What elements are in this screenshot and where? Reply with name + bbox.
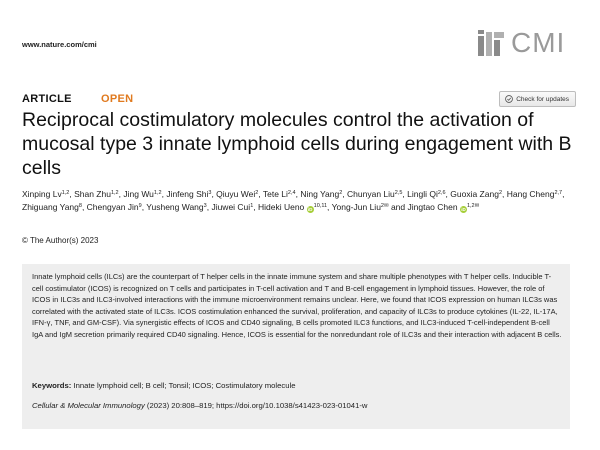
author-list: Xinping Lv$^{1,2}$, Shan Zhu$^{1,2}$, Jing Wu$^{1,2}$, Jinfeng Shi$^3$, Qiuyu Wei$^2$, Tete Li$^{2,4}$, Ning Yang$^2$, Chunyan Liu$^{2,5}$, Lingli Qi$^{2,6}$, Guoxia Zang$^2$, Hang Cheng$^{2,7}$, Zhiguang Yang$^8$, Chengyan Jin$^9$, Yusheng Wang$^3$, Jiuwei Cui$^1$, Hideki Ueno iD$^{10,11}$, Yong-Jun Liu$^{2✉}$ and Jingtao Chen $iD^{1,2✉}$: [22, 189, 565, 212]
author-affiliation: 2,4: [287, 190, 296, 196]
author-name[interactable]: Ning Yang: [300, 189, 340, 199]
author[interactable]: [407, 189, 445, 199]
author[interactable]: [146, 202, 206, 212]
author-affiliation: 1,2: [61, 190, 70, 196]
author-name[interactable]: Lingli Qi: [407, 189, 438, 199]
author[interactable]: [216, 189, 258, 199]
check-for-updates-button[interactable]: [499, 91, 576, 107]
author-affiliation: 2: [498, 190, 502, 196]
author-affiliation: 9: [138, 202, 142, 209]
author-name[interactable]: Jiuwei Cui: [211, 201, 251, 212]
author-affiliation: 2✉: [380, 202, 389, 209]
author-affiliation: 8: [78, 202, 82, 209]
author-affiliation: 1,2✉: [466, 202, 480, 209]
orcid-icon[interactable]: iD: [307, 206, 313, 212]
author-affiliation: 3: [208, 190, 212, 196]
author[interactable]: [22, 202, 82, 212]
author[interactable]: [300, 189, 342, 199]
author-name[interactable]: Jing Wu: [123, 189, 154, 199]
author-affiliation: 1: [250, 202, 254, 209]
author-affiliation: 3: [203, 202, 207, 209]
author[interactable]: [450, 189, 502, 199]
author[interactable]: [347, 189, 402, 199]
author-name[interactable]: Zhiguang Yang: [22, 201, 79, 212]
journal-logo: [477, 26, 577, 60]
author[interactable]: [211, 202, 253, 212]
logo-text: CMI: [511, 27, 566, 58]
keywords-label: Keywords:: [32, 381, 72, 390]
author-affiliation: 10,11: [313, 202, 328, 209]
article-type-label: ARTICLE: [22, 93, 72, 105]
author-name[interactable]: Jinfeng Shi: [166, 189, 209, 199]
check-updates-icon: [505, 95, 513, 103]
author[interactable]: [87, 202, 142, 212]
author-name[interactable]: Hideki Ueno: [257, 201, 305, 212]
abstract-box: [22, 264, 570, 429]
author[interactable]: [123, 189, 161, 199]
author[interactable]: [258, 202, 327, 212]
cmi-logo-icon: [477, 28, 507, 58]
author-affiliation: 2: [255, 190, 259, 196]
citation: [32, 401, 367, 410]
author-name[interactable]: Chunyan Liu: [347, 189, 395, 199]
copyright-notice: © The Author(s) 2023: [22, 236, 99, 245]
author-name[interactable]: Jingtao Chen: [407, 201, 458, 212]
author-name[interactable]: Yusheng Wang: [146, 201, 204, 212]
citation-details[interactable]: (2023) 20:808–819; https://doi.org/10.1038/s41423-023-01041-w: [144, 401, 368, 410]
orcid-icon[interactable]: iD: [461, 206, 466, 212]
author-affiliation: 1,2: [110, 190, 119, 196]
author-affiliation: 2,5: [394, 190, 403, 196]
author[interactable]: [507, 189, 562, 199]
author-name[interactable]: Tete Li: [262, 189, 288, 199]
citation-journal: Cellular & Molecular Immunology: [32, 401, 145, 410]
journal-url[interactable]: www.nature.com/cmi: [22, 40, 97, 49]
keywords: [32, 381, 295, 390]
author-name[interactable]: Guoxia Zang: [450, 189, 499, 199]
abstract-text: Innate lymphoid cells (ILCs) are the counterpart of T helper cells in the innate immune system and share multiple phenotypes with T helper cells. Inducible T-cell costimulator (ICOS) is recognized on T cells and participates in T-cell activation and T and B-cell engagement in lymphoid tissues. However, the role of ICOS in ILC3s and ILC3-involved interactions with the immune microenvironment remains unclear. Here, we found that ICOS expression on human ILC3s was correlated with the activated state of ILC3s. ICOS costimulation enhanced the survival, proliferation, and capacity of ILC3s to produce cytokines (IL-22, IL-17A, IFN-γ, TNF, and GM-CSF). Via synergistic effects of ICOS and CD40 signaling, B cells promoted ILC3 functions, and ILC3-induced T-cell-independent B-cell IgA and IgM secretion primarily required CD40 signaling. Hence, ICOS is essential for the nonredundant role of ILC3s and their interaction with adjacent B cells.: [32, 272, 562, 339]
author-name[interactable]: Yong-Jun Liu: [331, 201, 381, 212]
author-name[interactable]: Qiuyu Wei: [216, 189, 256, 199]
author-name[interactable]: Shan Zhu: [74, 189, 111, 199]
author-name[interactable]: Hang Cheng: [506, 189, 555, 199]
author-name[interactable]: Chengyan Jin: [86, 201, 139, 212]
open-access-label: OPEN: [101, 93, 134, 105]
author[interactable]: [166, 189, 211, 199]
article-title: Reciprocal costimulatory molecules control the activation of mucosal type 3 innate lymphoid cells during engagement with B cells: [22, 109, 572, 179]
author-affiliation: 2: [339, 190, 343, 196]
author-affiliation: 2,6: [437, 190, 446, 196]
author[interactable]: [74, 189, 119, 199]
author[interactable]: [332, 202, 389, 212]
author-name[interactable]: Xinping Lv: [22, 189, 62, 199]
check-for-updates-label: Check for updates: [516, 95, 569, 103]
keywords-text: Innate lymphoid cell; B cell; Tonsil; ICOS; Costimulatory molecule: [73, 381, 296, 390]
author[interactable]: [263, 189, 296, 199]
author-affiliation: 1,2: [153, 190, 162, 196]
author-affiliation: 2,7: [554, 190, 563, 196]
author[interactable]: [408, 202, 480, 212]
author[interactable]: [22, 189, 69, 199]
